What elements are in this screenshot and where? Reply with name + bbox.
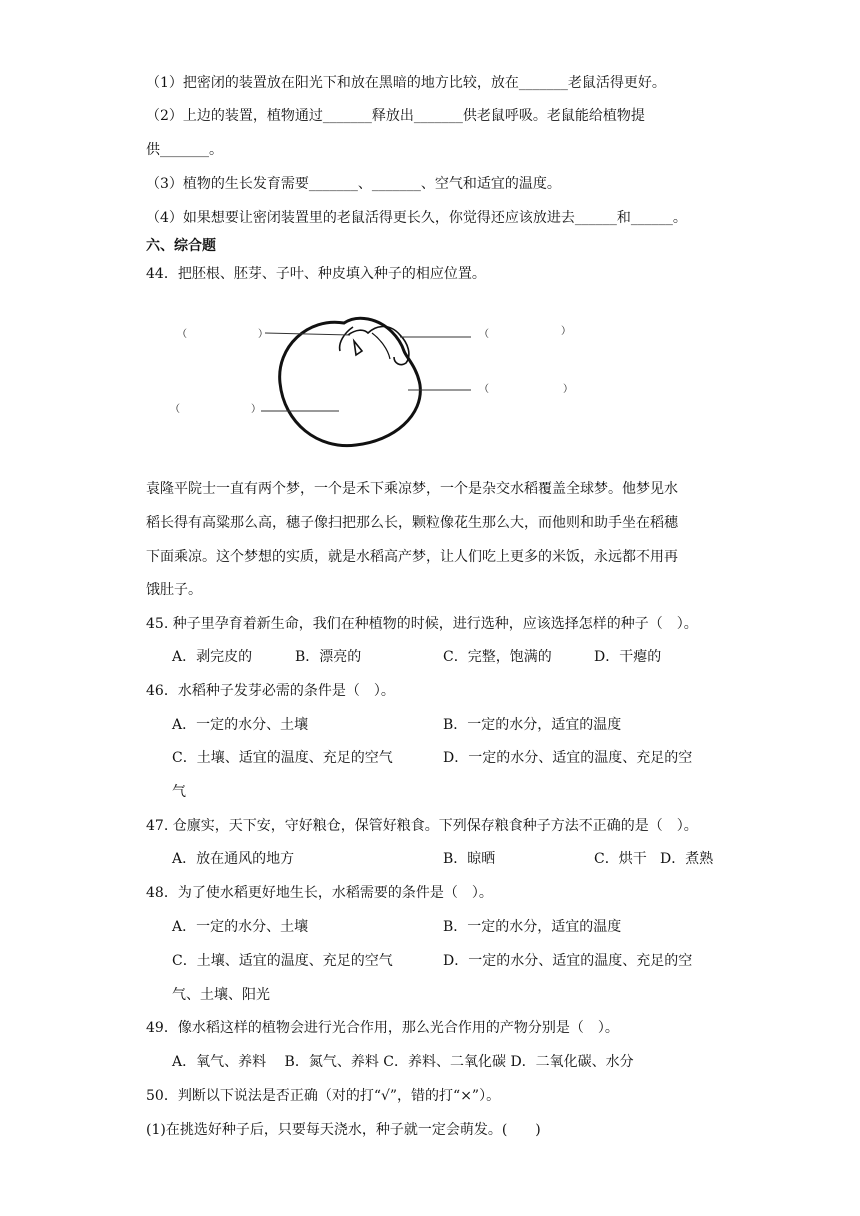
- question-44: 44．把胚根、胚芽、子叶、种皮填入种子的相应位置。: [146, 266, 486, 282]
- label-paren-open: （: [177, 329, 187, 340]
- section-title: 六、综合题: [146, 238, 216, 254]
- option-b: B．一定的水分，适宜的温度: [443, 919, 622, 935]
- label-paren-close: ）: [563, 384, 573, 395]
- question-1: （1）把密闭的装置放在阳光下和放在黑暗的地方比较，放在_______老鼠活得更好。: [146, 75, 666, 91]
- option-d: D．煮熟: [660, 851, 714, 867]
- question-2-line-2: 供_______。: [146, 142, 223, 158]
- option-b: B．一定的水分，适宜的温度: [443, 717, 622, 733]
- option-d: D．干瘪的: [594, 649, 662, 665]
- option-b: B．漂亮的: [295, 649, 362, 665]
- question-46: 46．水稻种子发芽必需的条件是（ ）。: [146, 683, 395, 699]
- label-paren-close: ）: [251, 404, 261, 415]
- option-d-continued: 气: [172, 784, 186, 800]
- option-a: A．一定的水分、土壤: [172, 717, 309, 733]
- question-4: （4）如果想要让密闭装置里的老鼠活得更长久，你觉得还应该放进去______和______。: [146, 210, 687, 226]
- option-c: C．土壤、适宜的温度、充足的空气: [172, 750, 393, 766]
- option-c: C．完整，饱满的: [443, 649, 552, 665]
- option-d: D．一定的水分、适宜的温度、充足的空: [443, 750, 693, 766]
- passage-line: 袁隆平院士一直有两个梦，一个是禾下乘凉梦，一个是杂交水稻覆盖全球梦。他梦见水: [146, 481, 678, 497]
- question-2-line-1: （2）上边的装置，植物通过_______释放出_______供老鼠呼吸。老鼠能给植物提: [146, 108, 645, 124]
- option-c: C．土壤、适宜的温度、充足的空气: [172, 953, 393, 969]
- label-paren-open: （: [479, 329, 489, 340]
- label-paren-close: ）: [258, 329, 268, 340]
- label-paren-open: （: [479, 384, 489, 395]
- option-d-continued: 气、土壤、阳光: [172, 987, 270, 1003]
- embryo-outline: [340, 327, 409, 365]
- label-paren-close: ）: [561, 326, 571, 337]
- option-c: C．烘干: [594, 851, 647, 867]
- passage-line: 稻长得有高粱那么高，穗子像扫把那么长，颗粒像花生那么大，而他则和助手坐在稻穗: [146, 515, 678, 531]
- question-50: 50．判断以下说法是否正确（对的打“√”，错的打“×”）。: [146, 1088, 501, 1104]
- embryo-detail: [372, 333, 390, 359]
- question-50-item-1: (1)在挑选好种子后，只要每天浇水，种子就一定会萌发。( ): [146, 1122, 541, 1138]
- question-45: 45. 种子里孕育着新生命，我们在种植物的时候，进行选种，应该选择怎样的种子（ ）。: [146, 616, 698, 632]
- option-d: D．一定的水分、适宜的温度、充足的空: [443, 953, 693, 969]
- option-b: B．晾晒: [443, 851, 496, 867]
- passage-line: 饿肚子。: [146, 582, 202, 598]
- question-47: 47. 仓廪实，天下安，守好粮仓，保管好粮食。下列保存粮食种子方法不正确的是（ ）。: [146, 818, 698, 834]
- passage-line: 下面乘凉。这个梦想的实质，就是水稻高产梦，让人们吃上更多的米饭，永远都不用再: [146, 549, 678, 565]
- option-a: A．一定的水分、土壤: [172, 919, 309, 935]
- seed-diagram: [168, 305, 588, 455]
- seed-coat-outline: [280, 318, 421, 445]
- option-a: A．剥完皮的: [172, 649, 253, 665]
- leader-line-top-left: [265, 333, 350, 335]
- label-paren-open: （: [170, 404, 180, 415]
- question-48: 48．为了使水稻更好地生长，水稻需要的条件是（ ）。: [146, 885, 493, 901]
- option-a: A．放在通风的地方: [172, 851, 295, 867]
- question-3: （3）植物的生长发育需要_______、_______、空气和适宜的温度。: [146, 176, 561, 192]
- question-49: 49．像水稻这样的植物会进行光合作用，那么光合作用的产物分别是（ ）。: [146, 1020, 619, 1036]
- options-row: A．氧气、养料 B．氮气、养料 C．养料、二氧化碳 D．二氧化碳、水分: [172, 1054, 634, 1070]
